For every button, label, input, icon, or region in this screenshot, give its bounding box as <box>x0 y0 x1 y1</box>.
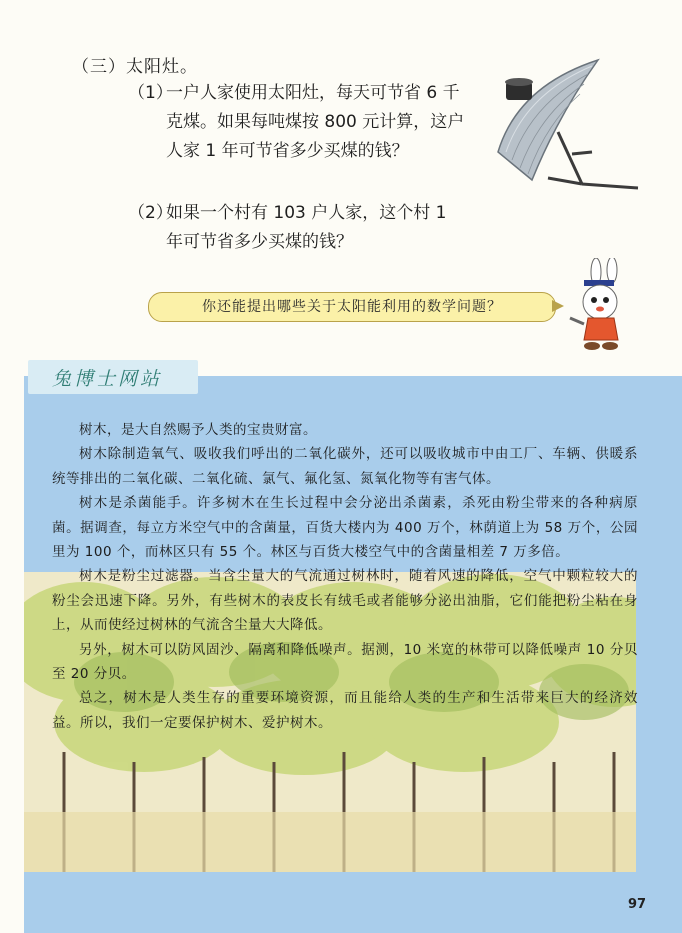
article-paragraph-5: 另外，树木可以防风固沙、隔离和降低噪声。据测，10 米宽的林带可以降低噪声 10 分贝至 20 分贝。 <box>52 641 638 683</box>
problem-1 <box>128 79 468 166</box>
article-paragraph-2: 树木除制造氧气、吸收我们呼出的二氧化碳外，还可以吸收城市中由工厂、车辆、供暖系统等排出的二氧化碳、二氧化硫、氯气、氟化氢、氮氧化物等有害气体。 <box>52 446 638 487</box>
article-paragraph-3: 树木是杀菌能手。许多树木在生长过程中会分泌出杀菌素，杀死由粉尘带来的各种病原菌。据调查，每立方米空气中的含菌量，百货大楼内为 400 万个，林荫道上为 58 万个，公园里为 100 个，而林区只有 55 个。林区与百货大楼空气中的含菌量相差 7 万多倍。 <box>52 495 638 561</box>
website-tab-title: 兔博士网站 <box>52 368 163 390</box>
article-paragraph-1: 树木，是大自然赐予人类的宝贵财富。 <box>79 422 317 438</box>
solar-dish <box>498 60 598 180</box>
problem-1-number: （1） <box>128 83 173 103</box>
problem-2 <box>128 199 468 257</box>
page-number: 97 <box>628 897 647 912</box>
section-title: （三）太阳灶。 <box>72 57 198 77</box>
article-paragraph-6: 总之，树木是人类生存的重要环境资源，而且能给人类的生产和生活带来巨大的经济效益。所以，我们一定要保护树木、爱护树木。 <box>52 690 638 731</box>
article-paragraph-4: 树木是粉尘过滤器。当含尘量大的气流通过树林时，随着风速的降低，空气中颗粒较大的粉尘会迅速下降。另外，有些树木的表皮长有绒毛或者能够分泌出油脂，它们能把粉尘粘在身上，从而使经过树林的气流含尘量大大降低。 <box>52 568 638 634</box>
cooking-pot <box>505 78 533 100</box>
cooker-stand <box>548 132 638 188</box>
problem-1-text: 一户人家使用太阳灶，每天可节省 6 千克煤。如果每吨煤按 800 元计算，这户人家 1 年可节省多少买煤的钱？ <box>166 83 465 161</box>
problem-2-number: （2） <box>128 203 173 223</box>
article <box>52 418 638 735</box>
speech-bubble-tail <box>552 300 564 312</box>
rabbit-doctor-mascot <box>566 258 642 354</box>
problem-2-text: 如果一个村有 103 户人家，这个村 1 年可节省多少买煤的钱？ <box>166 203 447 252</box>
question-speech-bubble: 你还能提出哪些关于太阳能利用的数学问题？ <box>148 292 556 322</box>
solar-cooker-illustration <box>488 56 648 206</box>
